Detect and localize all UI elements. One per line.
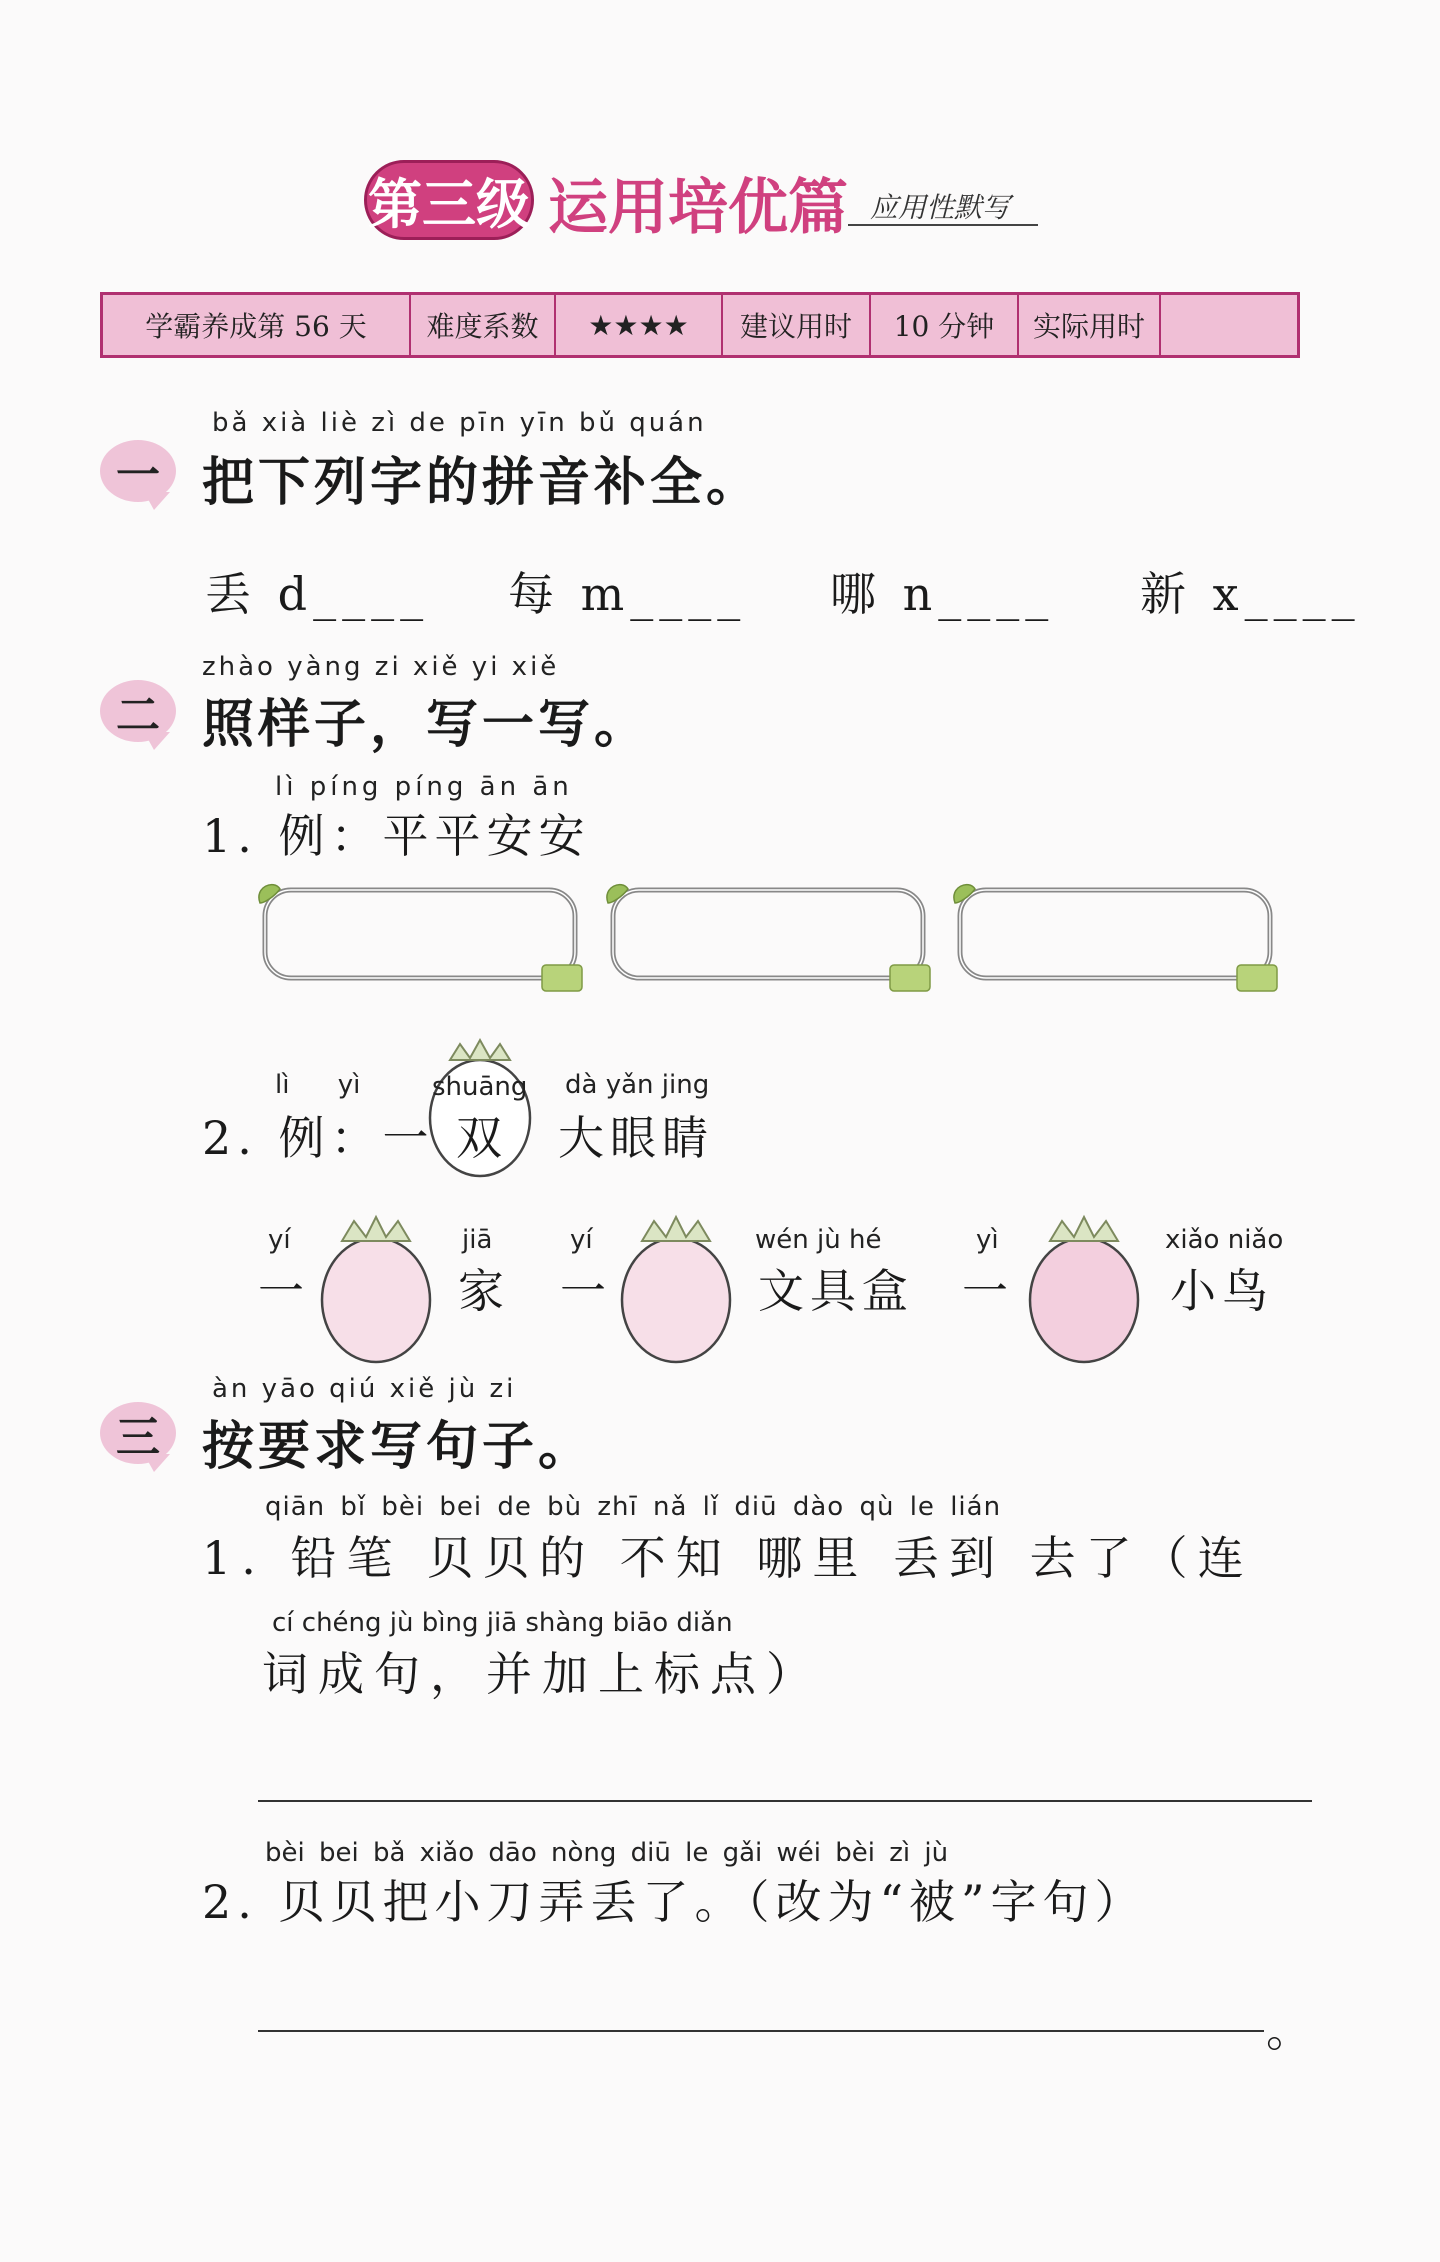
q1-example-text: 1. 例：平平安安 <box>202 809 591 863</box>
subtitle-underline <box>848 224 1038 226</box>
info-bar <box>100 292 1300 358</box>
s3-q1-text: 1. 铅笔 贝贝的 不知 哪里 丢到 去了（连 <box>202 1531 1254 1585</box>
section1-pinyin: bǎ xià liè zì de pīn yīn bǔ quán <box>212 408 707 438</box>
blank1-word: 家 <box>458 1264 510 1318</box>
answer-frame-3[interactable] <box>945 875 1285 995</box>
s3-q1-pinyin: qiān bǐ bèi bei de bù zhī nǎ lǐ diū dào qù le lián <box>265 1492 1002 1522</box>
blank1-pinyin: jiā <box>462 1225 493 1255</box>
strawberry-blank-1[interactable] <box>312 1205 440 1365</box>
blank1-yi-pinyin: yí <box>268 1225 291 1255</box>
q2-example-berry-pinyin: shuāng <box>432 1072 528 1102</box>
section2-title: 照样子，写一写。 <box>202 695 651 755</box>
blank3-yi-pinyin: yì <box>976 1225 999 1255</box>
section1-title: 把下列字的拼音补全。 <box>202 453 763 513</box>
blank2-yi-pinyin: yí <box>570 1225 593 1255</box>
blank3-yi: 一 <box>962 1264 1014 1318</box>
fill-item-1[interactable]: 丢 d____ <box>205 567 430 621</box>
level-badge: 第三级 <box>364 160 534 240</box>
s3-q2-text: 2. 贝贝把小刀弄丢了。（改为“被”字句） <box>202 1875 1147 1929</box>
section3-number: 三 <box>100 1402 176 1464</box>
section2-pinyin: zhào yàng zi xiě yi xiě <box>202 652 560 682</box>
fill-item-2[interactable]: 每 m____ <box>508 567 747 621</box>
q2-example-suffix: 大眼睛 <box>558 1111 714 1165</box>
q2-example-pinyin-left: lì yì <box>275 1070 361 1100</box>
page-subtitle: 应用性默写 <box>870 191 1011 224</box>
section1-number-bubble <box>100 440 176 502</box>
s3-q1-answer-line[interactable] <box>258 1800 1312 1802</box>
s3-q2-end-mark: 。 <box>1266 2003 1318 2057</box>
q2-example-prefix: 2. 例：一 <box>202 1111 435 1165</box>
s3-q2-pinyin: bèi bei bǎ xiǎo dāo nòng diū le gǎi wéi bèi zì jù <box>265 1838 949 1868</box>
q2-example-berry-char: 双 <box>456 1111 508 1165</box>
blank2-word: 文具盒 <box>758 1264 914 1318</box>
section2-number: 二 <box>100 680 176 742</box>
s3-q2-answer-line[interactable] <box>258 2030 1264 2032</box>
section2-number-bubble <box>100 680 176 742</box>
section3-title: 按要求写句子。 <box>202 1417 595 1477</box>
strawberry-blank-2[interactable] <box>612 1205 740 1365</box>
suggested-time-value: 10 分钟 <box>871 295 1019 355</box>
strawberry-blank-3[interactable] <box>1020 1205 1148 1365</box>
blank1-yi: 一 <box>258 1264 310 1318</box>
section3-number-bubble <box>100 1402 176 1464</box>
difficulty-stars: ★★★★ <box>556 295 723 355</box>
q1-example-pinyin: lì píng píng ān ān <box>275 772 573 802</box>
answer-frame-2[interactable] <box>598 875 938 995</box>
blank2-pinyin: wén jù hé <box>755 1225 882 1255</box>
section1-number: 一 <box>100 440 176 502</box>
blank3-pinyin: xiǎo niǎo <box>1165 1225 1284 1255</box>
answer-frame-1[interactable] <box>250 875 590 995</box>
blank2-yi: 一 <box>560 1264 612 1318</box>
fill-item-4[interactable]: 新 x____ <box>1140 567 1361 621</box>
fill-item-3[interactable]: 哪 n____ <box>830 567 1055 621</box>
section3-pinyin: àn yāo qiú xiě jù zi <box>212 1374 517 1404</box>
s3-q1-text-2: 词成句，并加上标点） <box>262 1647 822 1701</box>
difficulty-label: 难度系数 <box>411 295 556 355</box>
suggested-time-label: 建议用时 <box>723 295 871 355</box>
s3-q1-pinyin-2: cí chéng jù bìng jiā shàng biāo diǎn <box>272 1608 733 1638</box>
actual-time-field[interactable] <box>1161 295 1297 355</box>
day-counter: 学霸养成第 56 天 <box>103 295 411 355</box>
blank3-word: 小鸟 <box>1170 1264 1274 1318</box>
page-title: 运用培优篇 <box>548 173 848 243</box>
actual-time-label: 实际用时 <box>1019 295 1161 355</box>
q2-example-pinyin-right: dà yǎn jing <box>565 1070 710 1100</box>
